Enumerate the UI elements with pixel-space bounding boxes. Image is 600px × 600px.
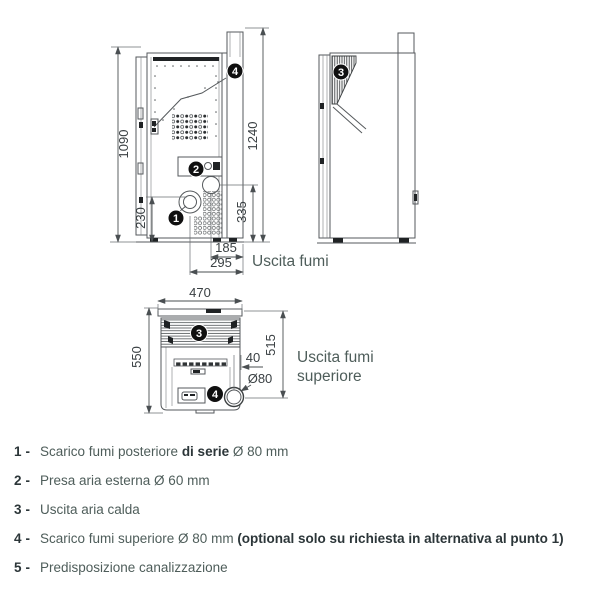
legend-item-1-text: Scarico fumi posteriore di serie Ø 80 mm <box>40 444 289 459</box>
top-flue-label-line1: Uscita fumi <box>297 349 374 366</box>
dim-40: 40 <box>245 350 261 365</box>
dim-470: 470 <box>189 285 211 300</box>
perforated-panel-2 <box>194 216 202 235</box>
side-chimney <box>398 33 414 53</box>
air-intake-circle <box>203 177 220 194</box>
legend-item-1 <box>14 444 592 460</box>
legend-item-4-number: 4 - <box>14 531 31 546</box>
legend-item-4-text: Scarico fumi superiore Ø 80 mm (optional solo su richiesta in alternativa al punto 1) <box>40 531 564 546</box>
callout-1-label: 1 <box>172 213 180 225</box>
dim-550: 550 <box>129 346 144 368</box>
flue-outlet-label: Uscita fumi <box>252 253 329 270</box>
dim-230: 230 <box>133 207 148 229</box>
legend-item-3-number: 3 - <box>14 502 31 517</box>
louver-strip <box>174 359 227 366</box>
perforated-panel <box>203 191 222 235</box>
dim-d80: Ø80 <box>247 371 273 386</box>
legend-item-4 <box>14 531 592 547</box>
callout-2-label: 2 <box>192 164 200 176</box>
dim-295: 295 <box>210 255 232 270</box>
dim-335: 335 <box>234 201 249 223</box>
dim-1090: 1090 <box>116 129 131 159</box>
side-view <box>317 33 418 243</box>
top-view <box>129 285 374 413</box>
legend-item-3-text: Uscita aria calda <box>40 502 140 517</box>
callout-4 <box>227 63 243 79</box>
callout-3-top <box>191 325 208 342</box>
dim-515: 515 <box>263 334 278 356</box>
vent-hole-grid <box>172 113 208 141</box>
legend-item-1-number: 1 - <box>14 444 31 459</box>
top-lid <box>158 309 242 316</box>
callout-4-top-label: 4 <box>211 389 219 401</box>
side-front-panel <box>319 55 330 238</box>
top-flue-outlet <box>225 388 244 407</box>
legend-item-2-text: Presa aria esterna Ø 60 mm <box>40 473 210 488</box>
legend-item-5-number: 5 - <box>14 560 31 575</box>
legend-item-5-text: Predisposizione canalizzazione <box>40 560 228 575</box>
legend-item-5 <box>14 560 592 576</box>
dim-1240: 1240 <box>245 121 260 151</box>
legend-item-3 <box>14 502 592 518</box>
callout-4-top <box>207 386 224 403</box>
rear-view <box>110 28 329 275</box>
top-flue-label-line2: superiore <box>297 368 362 385</box>
callout-4-label: 4 <box>231 66 239 78</box>
callout-2 <box>188 161 204 177</box>
callout-3-side <box>333 64 349 80</box>
legend <box>14 444 592 589</box>
dim-185: 185 <box>215 240 237 255</box>
legend-item-2 <box>14 473 592 489</box>
legend-item-2-number: 2 - <box>14 473 31 488</box>
callout-3-side-label: 3 <box>337 67 345 79</box>
rear-top-bar <box>153 57 219 61</box>
callout-3-top-label: 3 <box>195 328 203 340</box>
